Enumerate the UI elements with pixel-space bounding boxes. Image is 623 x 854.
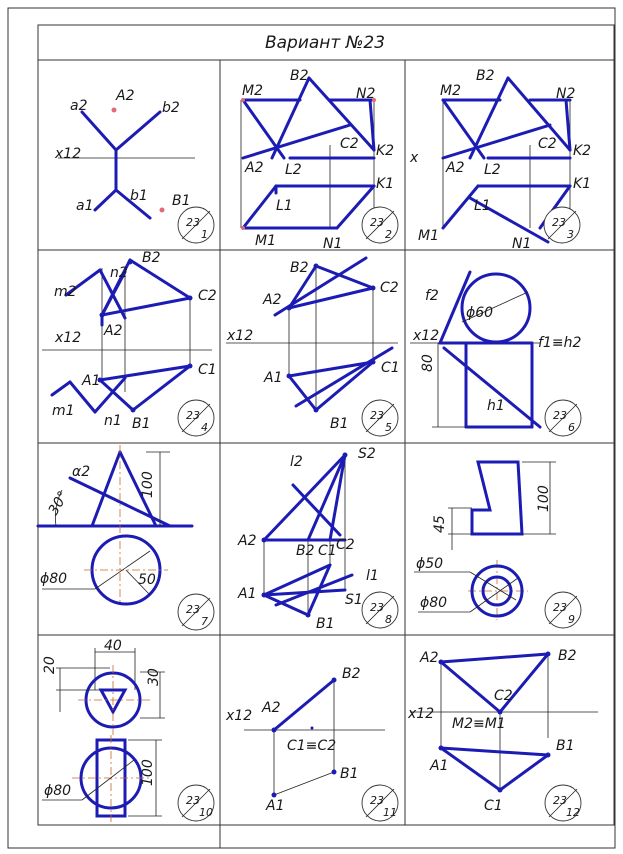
label-badge_top: 23 — [553, 409, 567, 422]
label-a2: a2 — [70, 98, 88, 114]
label-c1c2: C1≡C2 — [287, 738, 337, 754]
label-badge_top: 23 — [186, 409, 200, 422]
problem-9 — [414, 462, 581, 628]
label-d80: ϕ80 — [44, 783, 72, 799]
label-badge_top: 23 — [370, 794, 384, 807]
label-a1: A1 — [264, 370, 283, 386]
label-badge_top: 23 — [553, 601, 567, 614]
label-badge_top: 23 — [186, 216, 200, 229]
label-b1: B1 — [556, 738, 575, 754]
badge-2 — [362, 207, 398, 243]
label-c1u: C1 — [318, 543, 337, 559]
label-badge_top: 23 — [370, 601, 384, 614]
label-x12: x12 — [413, 328, 440, 344]
label-badge_bottom: 7 — [201, 615, 208, 628]
label-alpha2: α2 — [72, 464, 91, 480]
label-l2: L2 — [484, 162, 501, 178]
label-n2: n2 — [110, 265, 128, 281]
problem-8 — [237, 446, 398, 632]
label-b1: B1 — [330, 416, 349, 432]
label-x: x — [410, 150, 419, 166]
label-k2: K2 — [573, 143, 592, 159]
badge-8 — [362, 592, 398, 628]
label-b2: B2 — [476, 68, 495, 84]
label-d40: 40 — [104, 638, 122, 654]
label-k1: K1 — [376, 176, 395, 192]
label-d45: 45 — [432, 515, 448, 533]
label-a1: A1 — [238, 586, 257, 602]
problem-12 — [407, 648, 598, 821]
label-d30: 30 — [146, 668, 162, 686]
label-badge_bottom: 1 — [201, 228, 208, 241]
label-m1: M1 — [255, 233, 276, 249]
label-f1h2: f1≡h2 — [538, 335, 582, 351]
problem-11 — [225, 666, 398, 821]
problem-6 — [410, 272, 581, 436]
label-c2: C2 — [340, 136, 359, 152]
label-b1: B1 — [172, 193, 191, 209]
badge-4 — [178, 400, 214, 436]
problem-7 — [38, 445, 214, 630]
label-d30: 30° — [45, 488, 72, 518]
problem-1 — [54, 88, 214, 243]
badge-6 — [545, 400, 581, 436]
label-c2: C2 — [336, 537, 355, 553]
label-l1: L1 — [276, 198, 293, 214]
label-b2: b2 — [162, 100, 180, 116]
label-k1: K1 — [573, 176, 592, 192]
label-b2: B2 — [290, 68, 309, 84]
label-a2: A2 — [245, 160, 264, 176]
label-a2: A2 — [116, 88, 135, 104]
badge-1 — [178, 207, 214, 243]
label-d60: ϕ60 — [466, 305, 494, 321]
label-l1: L1 — [474, 198, 491, 214]
badge-12 — [545, 785, 581, 821]
label-badge_top: 23 — [186, 603, 200, 616]
label-a1: A1 — [266, 798, 285, 814]
badge-9 — [545, 592, 581, 628]
label-badge_top: 23 — [370, 216, 384, 229]
label-b2: B2 — [142, 250, 161, 266]
label-badge_bottom: 12 — [566, 806, 580, 819]
label-c2: C2 — [538, 136, 557, 152]
label-badge_top: 23 — [552, 216, 566, 229]
label-badge_bottom: 3 — [567, 228, 574, 241]
label-x12: x12 — [55, 330, 82, 346]
label-d50: 50 — [138, 572, 156, 588]
label-d100: 100 — [140, 471, 156, 498]
label-x12: x12 — [227, 328, 254, 344]
label-a2: A2 — [104, 323, 123, 339]
label-m2: M2 — [440, 83, 461, 99]
label-badge_bottom: 2 — [385, 228, 392, 241]
label-m1: M1 — [418, 228, 439, 244]
label-c2: C2 — [380, 280, 399, 296]
label-x12: x12 — [226, 708, 253, 724]
label-c2: C2 — [494, 688, 513, 704]
inner-border — [38, 25, 614, 825]
label-b2: B2 — [558, 648, 577, 664]
label-l1: l1 — [366, 568, 379, 584]
label-badge_top: 23 — [553, 794, 567, 807]
label-n2: N2 — [356, 86, 376, 102]
label-k2: K2 — [376, 143, 395, 159]
label-s1: S1 — [345, 592, 363, 608]
label-c2: C2 — [198, 288, 217, 304]
label-c1: C1 — [198, 362, 217, 378]
label-x12: x12 — [55, 146, 82, 162]
label-n1: N1 — [512, 236, 532, 252]
label-c1: C1 — [484, 798, 503, 814]
label-n1: n1 — [104, 413, 122, 429]
label-m2: m2 — [54, 284, 77, 300]
label-m1: m1 — [52, 403, 75, 419]
label-a2: A2 — [446, 160, 465, 176]
label-a2: A2 — [420, 650, 439, 666]
problem-5 — [226, 258, 400, 436]
sheet-title: Вариант №23 — [264, 33, 386, 53]
label-s2: S2 — [358, 446, 376, 462]
label-badge_top: 23 — [370, 409, 384, 422]
label-d80: 80 — [420, 354, 436, 372]
problem-3 — [409, 68, 591, 252]
label-c1: C1 — [381, 360, 400, 376]
label-a2: A2 — [238, 533, 257, 549]
label-badge_bottom: 9 — [568, 613, 575, 626]
label-d80: ϕ80 — [40, 571, 68, 587]
badge-10 — [178, 785, 214, 821]
label-n1: N1 — [323, 236, 343, 252]
label-b1: B1 — [316, 616, 335, 632]
badge-3 — [544, 207, 580, 243]
label-a1: A1 — [82, 373, 101, 389]
badge-11 — [362, 785, 398, 821]
label-b1: b1 — [130, 188, 148, 204]
label-badge_top: 23 — [186, 794, 200, 807]
badge-5 — [362, 400, 398, 436]
label-m2: M2 — [242, 83, 263, 99]
label-badge_bottom: 11 — [383, 806, 397, 819]
label-b2: B2 — [296, 543, 315, 559]
label-d100: 100 — [140, 759, 156, 786]
label-a1: A1 — [430, 758, 449, 774]
label-l2: L2 — [285, 162, 302, 178]
label-b2: B2 — [342, 666, 361, 682]
label-d20: 20 — [42, 656, 58, 674]
problem-4 — [42, 250, 217, 436]
label-a2: A2 — [262, 700, 281, 716]
label-l2: l2 — [290, 454, 303, 470]
problem-2 — [241, 68, 398, 252]
label-badge_bottom: 10 — [199, 806, 213, 819]
badge-7 — [178, 594, 214, 630]
label-x12: x12 — [408, 706, 435, 722]
label-n2: N2 — [556, 86, 576, 102]
label-m2n1: M2≡M1 — [452, 716, 506, 732]
label-a2: A2 — [263, 292, 282, 308]
label-d80: ϕ80 — [420, 595, 448, 611]
label-b1: B1 — [132, 416, 151, 432]
label-a1: a1 — [76, 198, 94, 214]
label-badge_bottom: 8 — [385, 613, 392, 626]
label-f2: f2 — [425, 288, 439, 304]
label-h1: h1 — [487, 398, 505, 414]
problem-10 — [42, 638, 214, 822]
label-b1: B1 — [340, 766, 359, 782]
label-d50: ϕ50 — [416, 556, 444, 572]
label-badge_bottom: 4 — [201, 421, 208, 434]
label-badge_bottom: 5 — [385, 421, 392, 434]
label-d100: 100 — [536, 485, 552, 512]
label-badge_bottom: 6 — [568, 421, 575, 434]
label-b2: B2 — [290, 260, 309, 276]
